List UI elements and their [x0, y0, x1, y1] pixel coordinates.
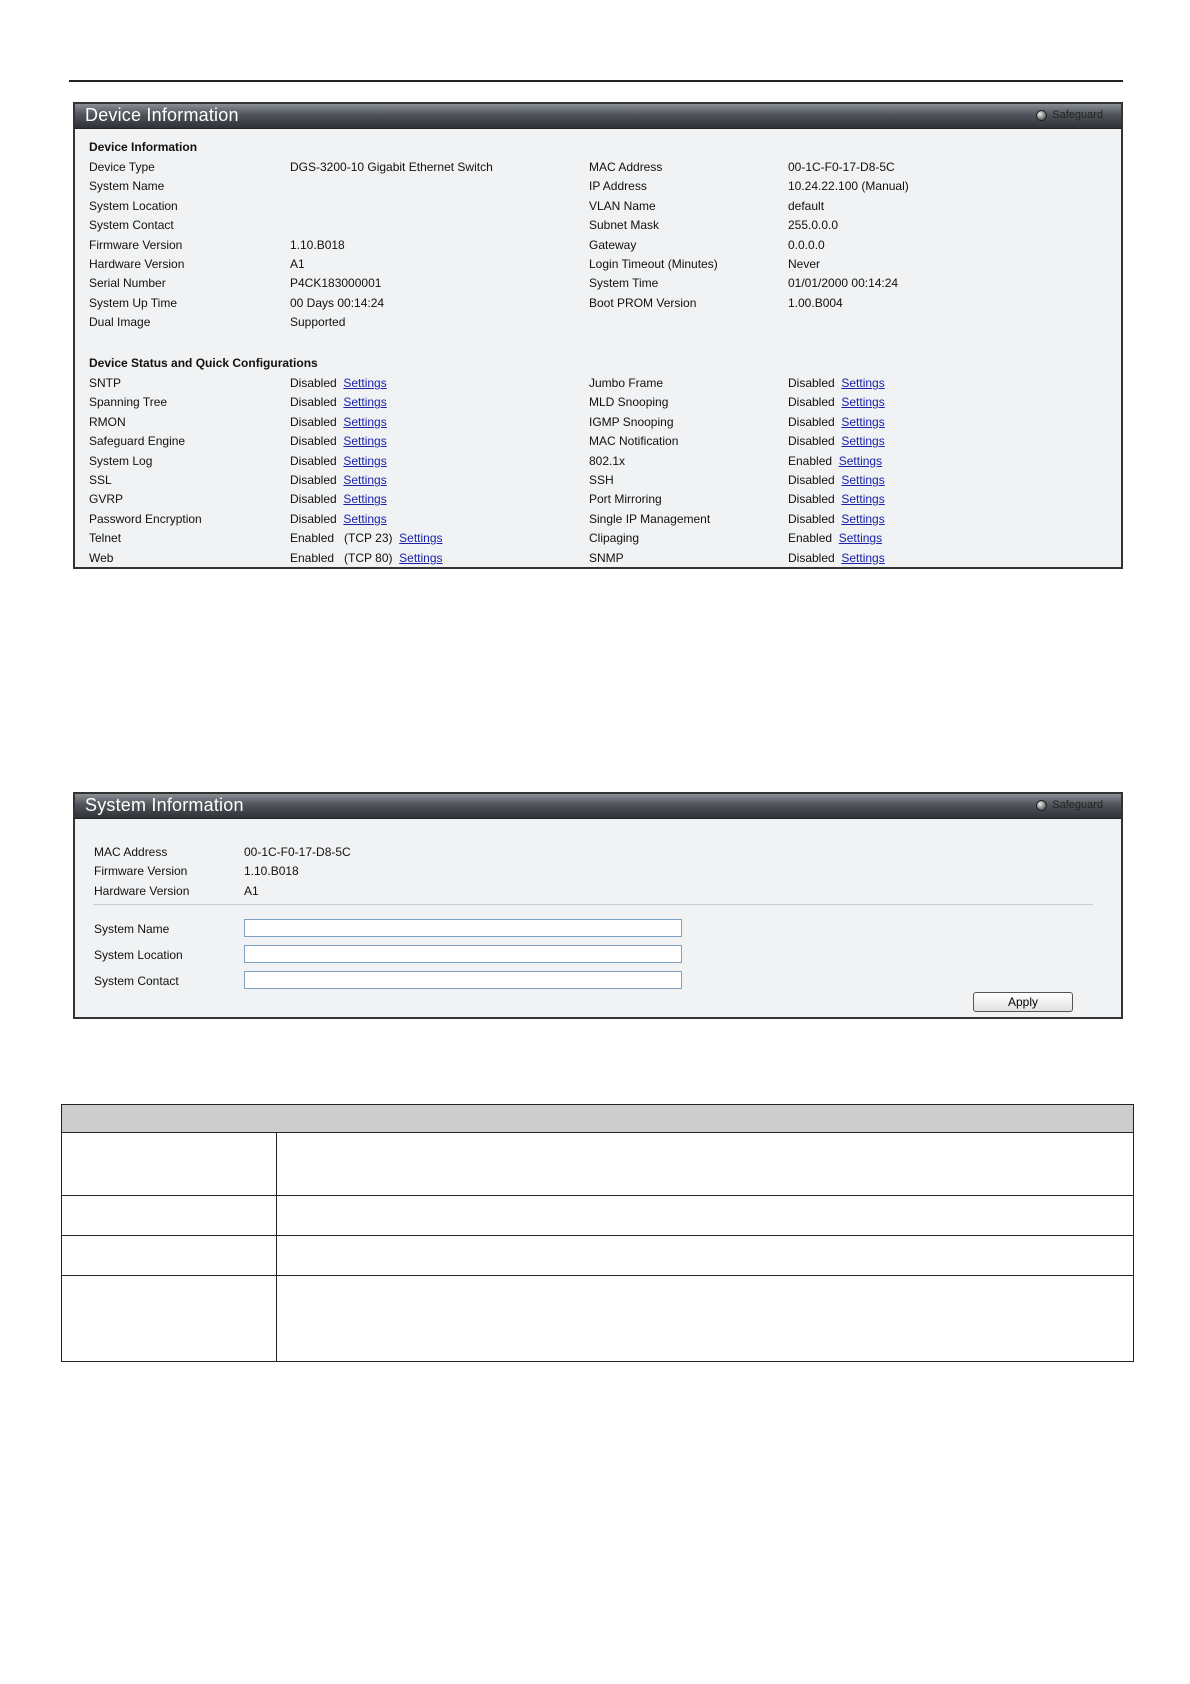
info-label: IP Address — [589, 179, 647, 194]
info-label: System Location — [89, 198, 178, 213]
table-header-cell — [62, 1105, 1134, 1133]
info-label: Dual Image — [89, 315, 151, 330]
system-information-panel — [73, 792, 1123, 1019]
info-label: MAC Address — [94, 845, 168, 859]
field-label: System Name — [94, 922, 170, 936]
status-label: SNMP — [589, 550, 624, 565]
status-value: Disabled — [788, 550, 835, 565]
table-row — [62, 1133, 1134, 1196]
safeguard-label: Safeguard — [1052, 109, 1103, 121]
section-device-information: Device Information — [89, 140, 198, 154]
settings-link[interactable]: Settings — [399, 550, 443, 565]
info-row — [75, 295, 1121, 311]
status-row — [75, 511, 1121, 527]
status-value: Disabled — [788, 395, 835, 410]
info-row — [75, 217, 1121, 233]
status-value: Enabled (TCP 80) — [290, 550, 393, 565]
table-cell — [277, 1276, 1134, 1362]
field-label: System Contact — [94, 974, 179, 988]
status-value-group — [788, 511, 885, 527]
status-label: Single IP Management — [589, 511, 711, 526]
safeguard-label: Safeguard — [1052, 799, 1103, 811]
status-label: IGMP Snooping — [589, 414, 674, 429]
status-row — [75, 375, 1121, 391]
status-value: Disabled — [290, 395, 337, 410]
status-value-group — [788, 530, 882, 546]
table-header-row — [62, 1105, 1134, 1133]
settings-link[interactable]: Settings — [343, 492, 387, 507]
status-label: Spanning Tree — [89, 395, 168, 410]
status-value: Disabled — [290, 511, 337, 526]
status-value: Disabled — [788, 511, 835, 526]
settings-link[interactable]: Settings — [838, 453, 883, 468]
settings-link[interactable]: Settings — [343, 395, 387, 410]
status-label: System Log — [89, 453, 153, 468]
status-label: MAC Notification — [589, 434, 679, 449]
status-value: Disabled — [290, 376, 337, 390]
settings-link[interactable]: Settings — [399, 531, 443, 546]
safeguard-status-icon — [1036, 110, 1047, 121]
status-label: Jumbo Frame — [589, 376, 664, 390]
settings-link[interactable]: Settings — [841, 473, 885, 487]
device-information-panel — [73, 102, 1123, 569]
system-name-input[interactable] — [244, 919, 682, 937]
info-value: 10.24.22.100 (Manual) — [788, 179, 909, 194]
table-cell — [62, 1133, 277, 1196]
status-value: Disabled — [788, 492, 835, 507]
status-row — [75, 491, 1121, 507]
info-value: 1.10.B018 — [244, 864, 299, 879]
info-label: Device Type — [89, 160, 155, 174]
settings-link[interactable]: Settings — [841, 395, 885, 410]
status-value: Disabled — [788, 376, 835, 390]
info-value: 0.0.0.0 — [788, 237, 825, 252]
info-label: System Contact — [89, 218, 174, 233]
status-row — [75, 433, 1121, 449]
info-row — [75, 863, 1121, 879]
info-label: Boot PROM Version — [589, 295, 697, 310]
settings-link[interactable]: Settings — [841, 376, 885, 390]
section-divider — [93, 904, 1093, 905]
status-label: Clipaging — [589, 531, 640, 546]
info-value: 255.0.0.0 — [788, 218, 839, 233]
status-label: Safeguard Engine — [89, 434, 186, 449]
settings-link[interactable]: Settings — [838, 531, 883, 546]
system-location-input[interactable] — [244, 945, 682, 963]
settings-link[interactable]: Settings — [841, 511, 885, 526]
settings-link[interactable]: Settings — [343, 434, 387, 449]
info-row — [75, 159, 1121, 175]
info-label: System Time — [589, 276, 659, 291]
info-row — [75, 883, 1121, 899]
settings-link[interactable]: Settings — [343, 453, 387, 468]
panel-header — [75, 794, 1121, 819]
field-label: System Location — [94, 948, 183, 962]
status-label: MLD Snooping — [589, 395, 669, 410]
info-label: Gateway — [589, 237, 637, 252]
status-label: Port Mirroring — [589, 492, 662, 507]
info-value: Supported — [290, 315, 346, 330]
panel-title: System Information — [85, 795, 244, 815]
panel-header — [75, 104, 1121, 129]
info-row — [75, 198, 1121, 214]
status-value: Disabled — [788, 473, 835, 487]
settings-link[interactable]: Settings — [343, 414, 387, 429]
parameter-description-table — [61, 1104, 1134, 1362]
table-cell — [62, 1236, 277, 1276]
status-row — [75, 530, 1121, 546]
status-value-group — [788, 472, 885, 488]
info-row — [75, 275, 1121, 291]
info-value: Never — [788, 257, 821, 271]
table-cell — [62, 1276, 277, 1362]
status-value: Disabled — [290, 473, 337, 487]
info-value: default — [788, 198, 825, 213]
status-value: Disabled — [788, 414, 835, 429]
status-label: SNTP — [89, 376, 122, 390]
apply-button[interactable]: Apply — [973, 992, 1073, 1012]
status-value: Enabled — [788, 453, 833, 468]
info-value: 01/01/2000 00:14:24 — [788, 276, 899, 291]
table-row — [62, 1236, 1134, 1276]
status-value: Disabled — [290, 453, 337, 468]
status-label: GVRP — [89, 492, 124, 507]
status-value: Enabled (TCP 23) — [290, 531, 393, 546]
table-cell — [277, 1236, 1134, 1276]
info-label: Hardware Version — [94, 883, 190, 898]
status-row — [75, 414, 1121, 430]
settings-link[interactable]: Settings — [841, 434, 885, 449]
info-value: 00-1C-F0-17-D8-5C — [788, 160, 895, 174]
info-label: VLAN Name — [589, 198, 656, 213]
info-value: A1 — [290, 257, 305, 271]
status-row — [75, 453, 1121, 469]
info-value: 1.00.B004 — [788, 295, 843, 310]
status-value: Disabled — [788, 434, 835, 449]
system-contact-input[interactable] — [244, 971, 682, 989]
status-row — [75, 394, 1121, 410]
status-value-group — [788, 414, 885, 430]
info-label: System Up Time — [89, 295, 178, 310]
status-value: Disabled — [290, 492, 337, 507]
table-cell — [277, 1196, 1134, 1236]
status-value-group — [788, 375, 885, 391]
info-label: Hardware Version — [89, 257, 185, 271]
info-row — [75, 237, 1121, 253]
table-row — [62, 1196, 1134, 1236]
status-label: 802.1x — [589, 453, 626, 468]
info-label: Subnet Mask — [589, 218, 660, 233]
info-row — [75, 314, 1121, 330]
status-value: Disabled — [290, 434, 337, 449]
settings-link[interactable]: Settings — [841, 550, 885, 565]
panel-title: Device Information — [85, 105, 239, 125]
status-label: Password Encryption — [89, 511, 202, 526]
status-row — [75, 550, 1121, 566]
status-value-group — [788, 394, 885, 410]
settings-link[interactable]: Settings — [343, 376, 387, 390]
info-value: DGS-3200-10 Gigabit Ethernet Switch — [290, 160, 493, 174]
table-cell — [62, 1196, 277, 1236]
info-row — [75, 256, 1121, 272]
info-label: Login Timeout (Minutes) — [589, 257, 718, 271]
settings-link[interactable]: Settings — [343, 511, 387, 526]
settings-link[interactable]: Settings — [343, 473, 387, 487]
info-label: System Name — [89, 179, 165, 194]
status-value-group — [788, 453, 882, 469]
status-label: Telnet — [89, 531, 122, 546]
info-label: MAC Address — [589, 160, 663, 174]
info-value: A1 — [244, 883, 259, 898]
status-value-group — [788, 491, 885, 507]
info-value: P4CK183000001 — [290, 276, 382, 291]
safeguard-indicator — [1036, 109, 1103, 121]
section-device-status: Device Status and Quick Configurations — [89, 356, 318, 370]
safeguard-status-icon — [1036, 800, 1047, 811]
table-row — [62, 1276, 1134, 1362]
status-label: SSL — [89, 473, 112, 487]
settings-link[interactable]: Settings — [841, 492, 885, 507]
info-label: Serial Number — [89, 276, 166, 291]
info-value: 00-1C-F0-17-D8-5C — [244, 845, 351, 859]
status-label: Web — [89, 550, 114, 565]
status-value: Enabled — [788, 531, 833, 546]
info-label: Firmware Version — [94, 864, 188, 879]
status-row — [75, 472, 1121, 488]
status-value-group — [788, 550, 885, 566]
safeguard-indicator — [1036, 799, 1103, 811]
info-value: 00 Days 00:14:24 — [290, 295, 385, 310]
settings-link[interactable]: Settings — [841, 414, 885, 429]
info-row — [75, 178, 1121, 194]
page-top-rule — [69, 80, 1123, 82]
status-label: RMON — [89, 414, 126, 429]
info-label: Firmware Version — [89, 237, 183, 252]
info-row — [75, 844, 1121, 860]
table-cell — [277, 1133, 1134, 1196]
status-value-group — [788, 433, 885, 449]
status-value: Disabled — [290, 414, 337, 429]
info-value: 1.10.B018 — [290, 237, 345, 252]
status-label: SSH — [589, 473, 614, 487]
